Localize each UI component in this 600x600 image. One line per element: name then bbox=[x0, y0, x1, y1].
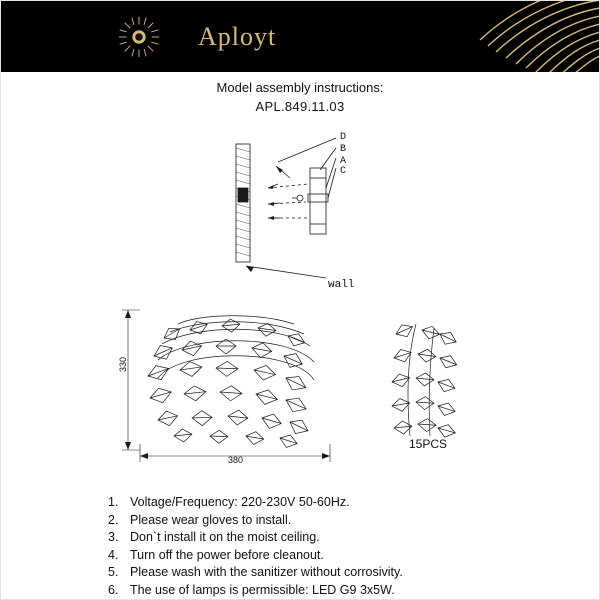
callout-label-a: A bbox=[340, 156, 347, 167]
radial-rays-decoration-icon bbox=[410, 0, 600, 72]
list-item bbox=[108, 564, 578, 582]
dimension-height-label: 330 bbox=[118, 356, 128, 372]
list-item-text: Please wash with the sanitizer without corrosivity. bbox=[130, 565, 403, 579]
sunburst-logo-icon bbox=[118, 16, 160, 58]
list-item-number: 6. bbox=[108, 582, 119, 597]
list-item-text: Please wear gloves to install. bbox=[130, 512, 292, 527]
list-item bbox=[108, 582, 578, 600]
list-item bbox=[108, 547, 578, 565]
callout-label-b: B bbox=[340, 144, 347, 155]
title-block bbox=[0, 78, 600, 116]
callout-label-c: C bbox=[340, 166, 347, 177]
list-item-text: Voltage/Frequency: 220-230V 50-60Hz. bbox=[130, 495, 350, 509]
list-item-text: The use of lamps is permissible: LED G9 3x5W. bbox=[130, 582, 395, 597]
model-code: APL.849.11.03 bbox=[255, 99, 345, 114]
list-item-text: Don`t install it on the moist ceiling. bbox=[130, 530, 320, 544]
wall-label: wall bbox=[328, 279, 355, 291]
assembly-diagram bbox=[150, 126, 450, 306]
callout-label-d: D bbox=[340, 132, 347, 143]
instructions-list bbox=[108, 494, 578, 599]
dimension-width-label: 380 bbox=[228, 455, 244, 465]
brand-header bbox=[0, 0, 600, 72]
list-item-number: 4. bbox=[108, 547, 119, 562]
list-item bbox=[108, 494, 578, 512]
list-item bbox=[108, 529, 578, 547]
list-item-number: 5. bbox=[108, 565, 119, 579]
list-item-number: 1. bbox=[108, 495, 119, 509]
list-item-text: Turn off the power before cleanout. bbox=[130, 547, 324, 562]
list-item-number: 3. bbox=[108, 530, 119, 544]
instructions-title: Model assembly instructions: bbox=[216, 80, 384, 95]
pieces-count-label: 15PCS bbox=[409, 437, 448, 451]
list-item bbox=[108, 512, 578, 530]
brand-name: Aployt bbox=[198, 22, 277, 51]
list-item-number: 2. bbox=[108, 512, 119, 527]
